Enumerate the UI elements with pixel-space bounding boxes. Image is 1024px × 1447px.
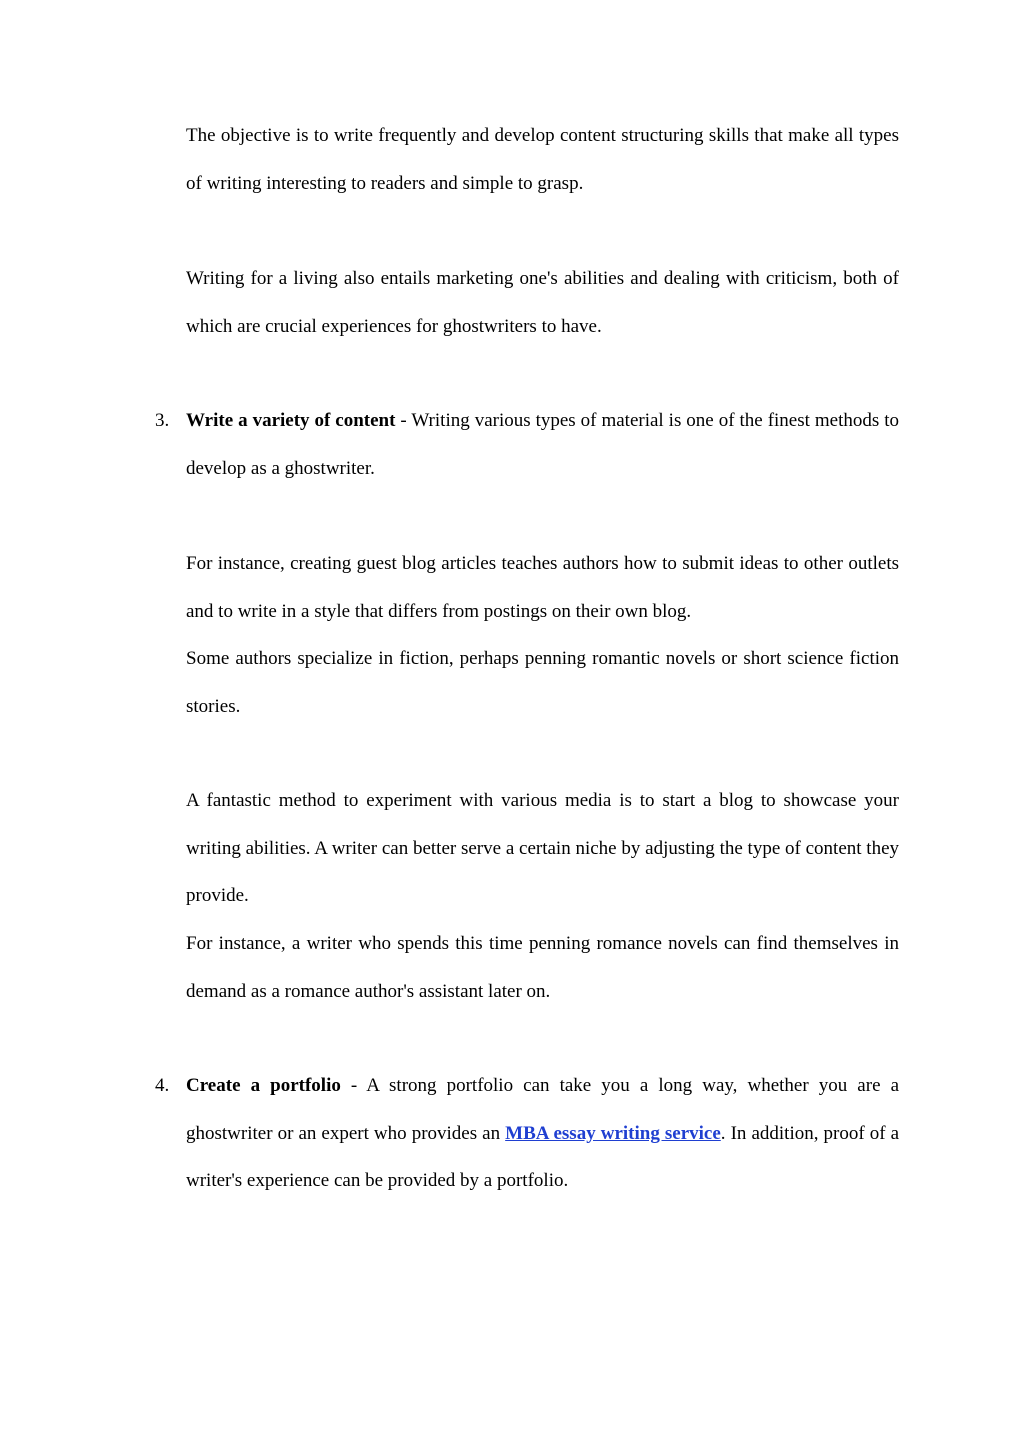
mba-essay-writing-service-link[interactable]: MBA essay writing service xyxy=(505,1122,721,1144)
paragraph-guest-blog: For instance, creating guest blog articles teaches authors how to submit ideas to other outlets and to write in a style that differs from postings on their own blog. xyxy=(186,553,899,622)
list-item-4 xyxy=(186,1062,899,1205)
list-item-4-text-before: - A strong portfolio can take you a long way, whether you are a ghostwriter or an expert who provides an xyxy=(186,1075,899,1144)
list-item-3-text: - Writing various types of material is one of the finest methods to develop as a ghostwriter. xyxy=(186,410,899,479)
paragraph-writing-for-living: Writing for a living also entails marketing one's abilities and dealing with criticism, both of which are crucial experiences for ghostwriters to have. xyxy=(186,268,899,337)
list-item-4-text-after: . In addition, proof of a writer's experience can be provided by a portfolio. xyxy=(186,1122,900,1191)
paragraph-blog-method: A fantastic method to experiment with various media is to start a blog to showcase your writing abilities. A writer can better serve a certain niche by adjusting the type of content they provide. xyxy=(186,790,899,906)
list-number-4: 4. xyxy=(155,1075,170,1096)
paragraph-romance-writer: For instance, a writer who spends this time penning romance novels can find themselves in demand as a romance author's assistant later on. xyxy=(186,933,899,1002)
list-number-3: 3. xyxy=(155,410,170,431)
list-item-3 xyxy=(186,397,899,492)
paragraph-fiction: Some authors specialize in fiction, perhaps penning romantic novels or short science fiction stories. xyxy=(186,648,899,717)
list-item-4-heading: Create a portfolio xyxy=(186,1075,341,1096)
paragraph-objective: The objective is to write frequently and develop content structuring skills that make all types of writing interesting to readers and simple to grasp. xyxy=(186,125,899,194)
list-item-3-heading: Write a variety of content xyxy=(186,410,396,431)
